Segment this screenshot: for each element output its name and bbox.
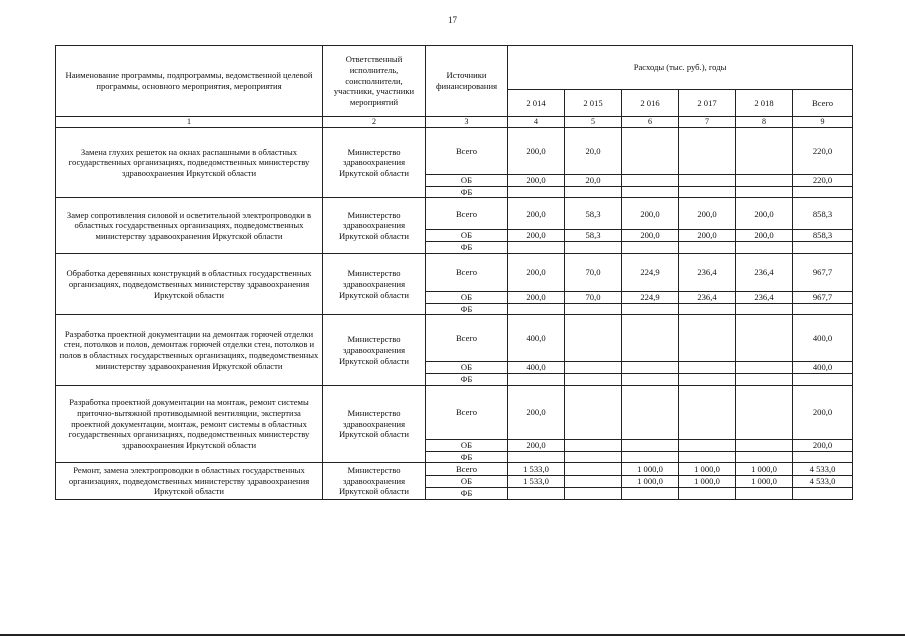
year-value-cell: 200,0: [508, 230, 565, 242]
year-value-cell: 224,9: [622, 253, 679, 291]
year-value-cell: [736, 315, 793, 362]
year-value-cell: [679, 128, 736, 175]
total-value-cell: [793, 242, 853, 254]
funding-source-cell: ФБ: [426, 186, 508, 198]
funding-source-cell: Всего: [426, 198, 508, 230]
year-value-cell: [679, 242, 736, 254]
year-value-cell: [508, 186, 565, 198]
header-expenses: Расходы (тыс. руб.), годы: [508, 46, 853, 90]
activity-name-cell: Разработка проектной документации на монтаж, ремонт системы приточно-вытяжной противодымной вентиляции, экспертиза проектной документации, монтаж, ремонт системы в областных государственных организациях, подведомственных министерству здравоохранения Иркутской области: [56, 385, 323, 462]
year-value-cell: [508, 488, 565, 500]
funding-source-cell: Всего: [426, 253, 508, 291]
year-value-cell: [565, 315, 622, 362]
total-value-cell: [793, 451, 853, 463]
year-value-cell: 400,0: [508, 315, 565, 362]
year-value-cell: 200,0: [679, 198, 736, 230]
year-value-cell: [679, 488, 736, 500]
executor-cell: Министерство здравоохранения Иркутской области: [323, 315, 426, 385]
funding-source-cell: ФБ: [426, 303, 508, 315]
total-value-cell: 220,0: [793, 175, 853, 187]
year-value-cell: 236,4: [679, 253, 736, 291]
year-value-cell: 200,0: [622, 198, 679, 230]
funding-source-cell: ОБ: [426, 230, 508, 242]
header-year: 2 016: [622, 90, 679, 117]
year-value-cell: [679, 175, 736, 187]
executor-cell: Министерство здравоохранения Иркутской области: [323, 385, 426, 462]
executor-cell: Министерство здравоохранения Иркутской области: [323, 253, 426, 314]
year-value-cell: [679, 303, 736, 315]
year-value-cell: 1 000,0: [736, 476, 793, 488]
year-value-cell: 200,0: [508, 439, 565, 451]
year-value-cell: [508, 374, 565, 386]
total-value-cell: 220,0: [793, 128, 853, 175]
funding-source-cell: ФБ: [426, 451, 508, 463]
scan-edge-line: [0, 634, 905, 636]
year-value-cell: 58,3: [565, 230, 622, 242]
year-value-cell: 200,0: [508, 198, 565, 230]
year-value-cell: 236,4: [679, 291, 736, 303]
header-year: 2 017: [679, 90, 736, 117]
total-value-cell: 4 533,0: [793, 476, 853, 488]
total-value-cell: [793, 488, 853, 500]
year-value-cell: [508, 451, 565, 463]
activity-name-cell: Замер сопротивления силовой и осветительной электропроводки в областных государственных организациях, подведомственных министерству здравоохранения Иркутской области: [56, 198, 323, 253]
year-value-cell: 200,0: [736, 198, 793, 230]
year-value-cell: 1 000,0: [622, 476, 679, 488]
year-value-cell: 200,0: [508, 175, 565, 187]
year-value-cell: 200,0: [508, 291, 565, 303]
funding-source-cell: ОБ: [426, 439, 508, 451]
year-value-cell: [622, 242, 679, 254]
year-value-cell: 200,0: [508, 128, 565, 175]
total-value-cell: 858,3: [793, 230, 853, 242]
year-value-cell: [736, 128, 793, 175]
year-value-cell: [679, 385, 736, 439]
column-index: 9: [793, 117, 853, 128]
total-value-cell: [793, 374, 853, 386]
activity-name-cell: Ремонт, замена электропроводки в областных государственных организациях, подведомственных министерству здравоохранения Иркутской области: [56, 463, 323, 499]
year-value-cell: [736, 242, 793, 254]
year-value-cell: [565, 463, 622, 476]
year-value-cell: [622, 488, 679, 500]
column-index: 3: [426, 117, 508, 128]
column-index: 2: [323, 117, 426, 128]
funding-source-cell: Всего: [426, 128, 508, 175]
funding-source-cell: ОБ: [426, 175, 508, 187]
header-executor: Ответственный исполнитель, соисполнители, участники, участники мероприятий: [323, 46, 426, 117]
year-value-cell: [622, 439, 679, 451]
year-value-cell: 1 000,0: [622, 463, 679, 476]
year-value-cell: [736, 385, 793, 439]
year-value-cell: 400,0: [508, 362, 565, 374]
total-value-cell: 200,0: [793, 439, 853, 451]
table-row: [56, 463, 853, 476]
total-value-cell: [793, 186, 853, 198]
year-value-cell: 1 533,0: [508, 476, 565, 488]
year-value-cell: [679, 186, 736, 198]
column-index: 5: [565, 117, 622, 128]
page-number: 17: [448, 15, 457, 25]
year-value-cell: [736, 362, 793, 374]
year-value-cell: [565, 385, 622, 439]
activity-name-cell: Разработка проектной документации на демонтаж горючей отделки стен, потолков и полов, демонтаж горючей отделки стен, потолков и полов в областных государственных организациях, подведомственных министерству здравоохранения Иркутской области: [56, 315, 323, 385]
year-value-cell: [622, 385, 679, 439]
funding-source-cell: Всего: [426, 385, 508, 439]
year-value-cell: [679, 362, 736, 374]
year-value-cell: 236,4: [736, 291, 793, 303]
year-value-cell: [565, 362, 622, 374]
year-value-cell: 1 000,0: [679, 463, 736, 476]
year-value-cell: [565, 439, 622, 451]
year-value-cell: [565, 451, 622, 463]
table-row: [56, 315, 853, 362]
year-value-cell: [622, 303, 679, 315]
year-value-cell: [565, 242, 622, 254]
header-row: [56, 46, 853, 90]
year-value-cell: 1 000,0: [679, 476, 736, 488]
funding-source-cell: ОБ: [426, 291, 508, 303]
executor-cell: Министерство здравоохранения Иркутской области: [323, 463, 426, 499]
column-index-row: [56, 117, 853, 128]
executor-cell: Министерство здравоохранения Иркутской области: [323, 128, 426, 198]
year-value-cell: [622, 362, 679, 374]
year-value-cell: [679, 439, 736, 451]
year-value-cell: [508, 242, 565, 254]
year-value-cell: [622, 175, 679, 187]
executor-cell: Министерство здравоохранения Иркутской области: [323, 198, 426, 253]
year-value-cell: 200,0: [622, 230, 679, 242]
total-value-cell: 858,3: [793, 198, 853, 230]
total-value-cell: 967,7: [793, 291, 853, 303]
year-value-cell: 70,0: [565, 291, 622, 303]
year-value-cell: 20,0: [565, 128, 622, 175]
header-source: Источники финансирования: [426, 46, 508, 117]
funding-source-cell: Всего: [426, 315, 508, 362]
total-value-cell: [793, 303, 853, 315]
table-row: [56, 385, 853, 439]
column-index: 4: [508, 117, 565, 128]
year-value-cell: [736, 186, 793, 198]
table-body: [56, 128, 853, 500]
year-value-cell: [565, 476, 622, 488]
year-value-cell: 200,0: [736, 230, 793, 242]
total-value-cell: 967,7: [793, 253, 853, 291]
activity-name-cell: Обработка деревянных конструкций в областных государственных организациях, подведомственных министерству здравоохранения Иркутской области: [56, 253, 323, 314]
column-index: 1: [56, 117, 323, 128]
year-value-cell: 200,0: [679, 230, 736, 242]
year-value-cell: 200,0: [508, 253, 565, 291]
year-value-cell: [736, 451, 793, 463]
funding-source-cell: ОБ: [426, 476, 508, 488]
year-value-cell: [736, 303, 793, 315]
year-value-cell: [565, 374, 622, 386]
year-value-cell: [622, 451, 679, 463]
year-value-cell: 70,0: [565, 253, 622, 291]
year-value-cell: [622, 128, 679, 175]
year-value-cell: [679, 374, 736, 386]
header-name: Наименование программы, подпрограммы, ведомственной целевой программы, основного мероприятия, мероприятия: [56, 46, 323, 117]
total-value-cell: 200,0: [793, 385, 853, 439]
year-value-cell: [679, 315, 736, 362]
total-value-cell: 400,0: [793, 362, 853, 374]
year-value-cell: [622, 374, 679, 386]
year-value-cell: 58,3: [565, 198, 622, 230]
year-value-cell: [622, 186, 679, 198]
year-value-cell: [736, 439, 793, 451]
funding-source-cell: ОБ: [426, 362, 508, 374]
year-value-cell: 20,0: [565, 175, 622, 187]
year-value-cell: [622, 315, 679, 362]
funding-source-cell: Всего: [426, 463, 508, 476]
funding-source-cell: ФБ: [426, 242, 508, 254]
total-value-cell: 400,0: [793, 315, 853, 362]
column-index: 7: [679, 117, 736, 128]
budget-table: [55, 45, 853, 500]
year-value-cell: [565, 303, 622, 315]
year-value-cell: 1 000,0: [736, 463, 793, 476]
year-value-cell: [565, 186, 622, 198]
activity-name-cell: Замена глухих решеток на окнах распашными в областных государственных организациях, подведомственных министерству здравоохранения Иркутской области: [56, 128, 323, 198]
column-index: 8: [736, 117, 793, 128]
funding-source-cell: ФБ: [426, 488, 508, 500]
table-row: [56, 198, 853, 230]
table-row: [56, 253, 853, 291]
column-index: 6: [622, 117, 679, 128]
year-value-cell: 1 533,0: [508, 463, 565, 476]
table-row: [56, 128, 853, 175]
total-value-cell: 4 533,0: [793, 463, 853, 476]
header-year: 2 014: [508, 90, 565, 117]
year-value-cell: 224,9: [622, 291, 679, 303]
year-value-cell: [736, 488, 793, 500]
year-value-cell: 200,0: [508, 385, 565, 439]
year-value-cell: [736, 374, 793, 386]
header-year: 2 018: [736, 90, 793, 117]
year-value-cell: [565, 488, 622, 500]
year-value-cell: 236,4: [736, 253, 793, 291]
funding-source-cell: ФБ: [426, 374, 508, 386]
header-total: Всего: [793, 90, 853, 117]
header-year: 2 015: [565, 90, 622, 117]
year-value-cell: [736, 175, 793, 187]
year-value-cell: [508, 303, 565, 315]
year-value-cell: [679, 451, 736, 463]
